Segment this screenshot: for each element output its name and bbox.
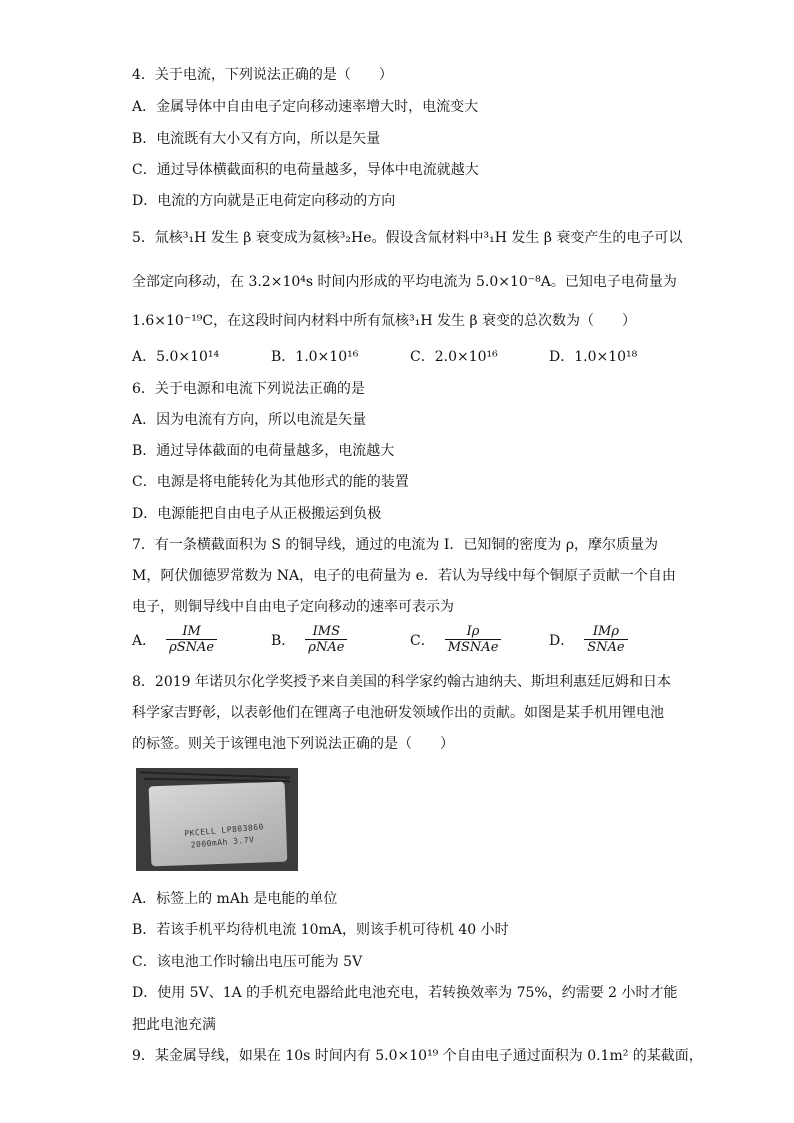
battery-body <box>149 782 288 867</box>
q7-line-3: 电子，则铜导线中自由电子定向移动的速率可表示为 <box>132 599 454 615</box>
battery-capacity-label: 2000mAh 3.7V <box>190 835 255 850</box>
q8-option-d-line-1: D．使用 5V、1A 的手机充电器给此电池充电，若转换效率为 75%，约需要 2 小时才能 <box>132 985 678 1001</box>
q8-option-b: B．若该手机平均待机电流 10mA，则该手机可待机 40 小时 <box>132 922 509 938</box>
battery-model-label: PKCELL LP803860 <box>183 822 265 839</box>
q4-option-a: A．金属导体中自由电子定向移动速率增大时，电流变大 <box>132 99 479 115</box>
q8-line-1: 8．2019 年诺贝尔化学奖授予来自美国的科学家约翰古迪纳夫、斯坦利惠廷厄姆和日本 <box>132 674 671 690</box>
q5-options <box>132 348 652 366</box>
q7-option-d-fraction <box>584 624 627 655</box>
battery-photo <box>136 768 298 871</box>
numerator: IMS <box>312 624 341 639</box>
q5-line-3: 1.6×10⁻¹⁹C，在这段时间内材料中所有氚核³₁H 发生 β 衰变的总次数为（ ） <box>132 313 637 329</box>
q7-option-a <box>132 624 217 655</box>
denominator: ρSNAe <box>169 640 215 655</box>
q8-option-c: C．该电池工作时输出电压可能为 5V <box>132 954 363 970</box>
q6-option-d: D．电源能把自由电子从正极搬运到负极 <box>132 506 382 522</box>
q7-line-1: 7．有一条横截面积为 S 的铜导线，通过的电流为 I．已知铜的密度为 ρ，摩尔质量为 <box>132 537 659 553</box>
q7-option-a-label: A． <box>132 632 157 649</box>
q7-option-c-label: C． <box>410 632 435 649</box>
q8-option-a: A．标签上的 mAh 是电能的单位 <box>132 891 338 907</box>
q7-option-c <box>410 624 501 655</box>
q6-option-a: A．因为电流有方向，所以电流是矢量 <box>132 412 367 428</box>
q5-line-2: 全部定向移动，在 3.2×10⁴s 时间内形成的平均电流为 5.0×10⁻⁸A。已知电子电荷量为 <box>132 274 677 290</box>
q5-option-b: B．1.0×10¹⁶ <box>271 349 359 365</box>
q7-option-b-label: B． <box>271 632 296 649</box>
q7-option-b-fraction <box>305 624 347 655</box>
q5-option-a: A．5.0×10¹⁴ <box>132 349 220 365</box>
q4-option-d: D．电流的方向就是正电荷定向移动的方向 <box>132 193 396 209</box>
q6-stem: 6．关于电源和电流下列说法正确的是 <box>132 381 365 397</box>
q6-option-c: C．电源是将电能转化为其他形式的能的装置 <box>132 474 409 490</box>
q7-line-2: M，阿伏伽德罗常数为 NA，电子的电荷量为 e．若认为导线中每个铜原子贡献一个自由 <box>132 568 676 584</box>
q8-option-d-line-2: 把此电池充满 <box>132 1017 216 1033</box>
numerator: IM <box>182 624 201 639</box>
q4-option-c: C．通过导体横截面积的电荷量越多，导体中电流就越大 <box>132 162 479 178</box>
denominator: MSNAe <box>447 640 499 655</box>
q5-line-1: 5．氚核³₁H 发生 β 衰变成为氦核³₂He。假设含氚材料中³₁H 发生 β 衰变产生的电子可以 <box>132 230 683 246</box>
q5-option-d: D．1.0×10¹⁸ <box>549 349 638 365</box>
numerator: Iρ <box>466 624 480 639</box>
q8-line-2: 科学家吉野彰，以表彰他们在锂离子电池研发领域作出的贡献。如图是某手机用锂电池 <box>132 705 664 721</box>
q9-line-1: 9．某金属导线，如果在 10s 时间内有 5.0×10¹⁹ 个自由电子通过面积为 0.1m² 的某截面， <box>132 1048 703 1064</box>
q8-line-3: 的标签。则关于该锂电池下列说法正确的是（ ） <box>132 736 454 752</box>
q7-option-b <box>271 624 347 655</box>
denominator: SNAe <box>587 640 625 655</box>
q4-stem: 4．关于电流，下列说法正确的是（ ） <box>132 67 393 83</box>
numerator: IMρ <box>592 624 619 639</box>
q7-option-c-fraction <box>445 624 502 655</box>
q7-option-a-fraction <box>166 624 217 655</box>
q6-option-b: B．通过导体截面的电荷量越多，电流越大 <box>132 443 395 459</box>
q4-option-b: B．电流既有大小又有方向，所以是矢量 <box>132 131 381 147</box>
denominator: ρNAe <box>308 640 345 655</box>
q5-option-c: C．2.0×10¹⁶ <box>410 349 498 365</box>
q7-option-d <box>549 624 628 655</box>
q7-option-d-label: D． <box>549 632 575 649</box>
